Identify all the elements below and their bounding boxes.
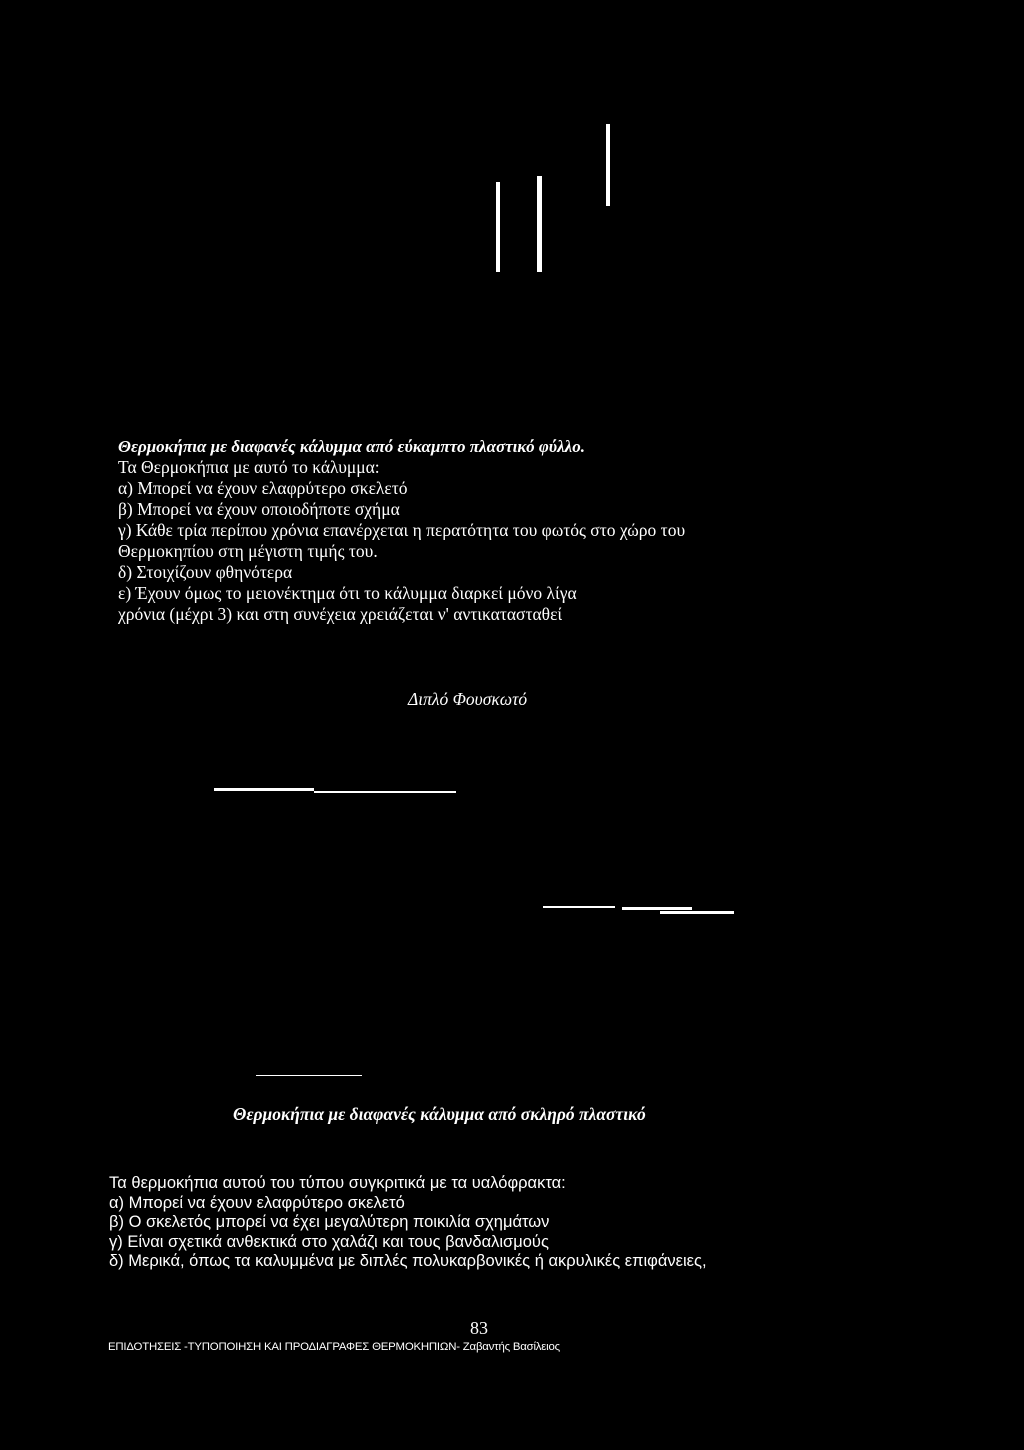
figure-caption-rigid-plastic: Θερμοκήπια με διαφανές κάλυμμα από σκληρό πλαστικό [233,1104,646,1124]
text-line: β) Ο σκελετός μπορεί να έχει μεγαλύτερη ποικιλία σχημάτων [109,1213,550,1232]
section-title: Θερμοκήπια με διαφανές κάλυμμα από εύκαμπτο πλαστικό φύλλο. [118,437,585,456]
text-line: χρόνια (μέχρι 3) και στη συνέχεια χρειάζεται ν' αντικατασταθεί [118,604,563,624]
section-rigid-plastic [109,1174,929,1272]
text-line: Θερμοκηπίου στη μέγιστη τιμής του. [118,541,378,561]
photo-artifact-bar [537,176,542,272]
section-flexible-film [118,436,858,625]
text-line: Τα Θερμοκήπια με αυτό το κάλυμμα: [118,457,380,477]
photo-edge-line [543,906,615,908]
text-line: ε) Έχουν όμως το μειονέκτημα ότι το κάλυμμα διαρκεί μόνο λίγα [118,583,577,603]
photo-edge-line [314,791,456,793]
photo-edge-line [256,1075,362,1076]
photo-edge-line [214,788,314,791]
text-line: γ) Είναι σχετικά ανθεκτικά στο χαλάζι και τους βανδαλισμούς [109,1232,549,1251]
photo-edge-line [622,907,692,910]
photo-artifact-bar [496,182,500,272]
text-line: α) Μπορεί να έχουν ελαφρύτερο σκελετό [109,1193,405,1212]
text-line: δ) Μερικά, όπως τα καλυμμένα με διπλές πολυκαρβονικές ή ακρυλικές επιφάνειες, [109,1252,707,1271]
photo-edge-line [660,911,734,914]
photo-artifact-bar [606,124,610,206]
text-line: δ) Στοιχίζουν φθηνότερα [118,562,293,582]
page-footer: ΕΠΙΔΟΤΗΣΕΙΣ -ΤΥΠΟΠΟΙΗΣΗ ΚΑΙ ΠΡΟΔΙΑΓΡΑΦΕΣ ΘΕΡΜΟΚΗΠΙΩΝ- Ζαβαντής Βασίλειος [108,1341,560,1353]
text-line: Τα θερμοκήπια αυτού του τύπου συγκριτικά με τα υαλόφρακτα: [109,1174,566,1192]
text-line: β) Μπορεί να έχουν οποιοδήποτε σχήμα [118,499,400,519]
text-line: γ) Κάθε τρία περίπου χρόνια επανέρχεται η περατότητα του φωτός στο χώρο του [118,520,686,540]
text-line: α) Μπορεί να έχουν ελαφρύτερο σκελετό [118,478,408,498]
page-number: 83 [470,1318,488,1338]
figure-caption-double-inflated: Διπλό Φουσκωτό [408,689,528,709]
